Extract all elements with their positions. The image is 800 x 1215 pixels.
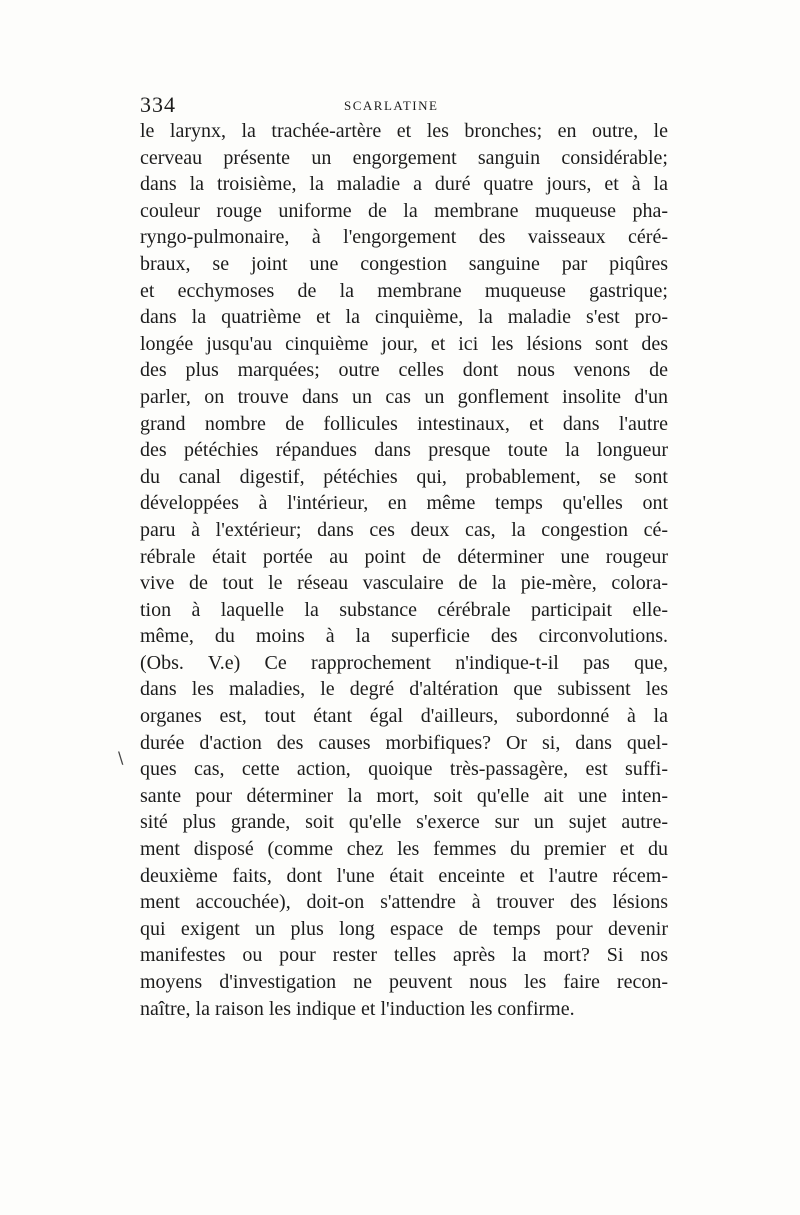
body-text (140, 118, 668, 1022)
text-line: vive de tout le réseau vasculaire de la pie-mère, colora- (140, 572, 668, 595)
text-line: dans les maladies, le degré d'altération que subissent les (140, 678, 668, 701)
text-line: des pétéchies répandues dans presque toute la longueur (140, 439, 668, 462)
text-line: et ecchymoses de la membrane muqueuse gastrique; (140, 279, 668, 302)
text-line: sité plus grande, soit qu'elle s'exerce sur un sujet autre- (140, 811, 668, 834)
text-line: rébrale était portée au point de déterminer une rougeur (140, 545, 668, 568)
text-line: développées à l'intérieur, en même temps qu'elles ont (140, 492, 668, 515)
text-line: manifestes ou pour rester telles après la mort? Si nos (140, 944, 668, 967)
text-line: cerveau présente un engorgement sanguin considérable; (140, 146, 668, 169)
page-number: 334 (140, 92, 176, 117)
text-line: dans la quatrième et la cinquième, la maladie s'est pro- (140, 306, 668, 329)
text-line: du canal digestif, pétéchies qui, probablement, se sont (140, 465, 668, 488)
text-line: tion à laquelle la substance cérébrale participait elle- (140, 598, 668, 621)
text-line: parler, on trouve dans un cas un gonflement insolite d'un (140, 385, 668, 408)
text-line: braux, se joint une congestion sanguine par piqûres (140, 252, 668, 275)
text-line: ment accouchée), doit-on s'attendre à trouver des lésions (140, 891, 668, 914)
text-line: paru à l'extérieur; dans ces deux cas, la congestion cé- (140, 518, 668, 541)
text-line: des plus marquées; outre celles dont nous venons de (140, 359, 668, 382)
running-title: SCARLATINE (344, 98, 439, 113)
margin-mark: \ (118, 748, 124, 767)
text-line: ryngo-pulmonaire, à l'engorgement des vaisseaux céré- (140, 226, 668, 249)
text-line: couleur rouge uniforme de la membrane muqueuse pha- (140, 199, 668, 222)
text-line: longée jusqu'au cinquième jour, et ici les lésions sont des (140, 332, 668, 355)
text-line: ment disposé (comme chez les femmes du premier et du (140, 838, 668, 861)
text-line: deuxième faits, dont l'une était enceinte et l'autre récem- (140, 864, 668, 887)
text-line: naître, la raison les indique et l'induction les confirme. (140, 997, 575, 1020)
text-line: sante pour déterminer la mort, soit qu'elle ait une inten- (140, 784, 668, 807)
text-line: même, du moins à la superficie des circonvolutions. (140, 625, 668, 648)
text-line: qui exigent un plus long espace de temps pour devenir (140, 917, 668, 940)
text-line: le larynx, la trachée-artère et les bronches; en outre, le (140, 120, 668, 142)
text-line: (Obs. V.e) Ce rapprochement n'indique-t-il pas que, (140, 651, 668, 674)
text-line: durée d'action des causes morbifiques? Or si, dans quel- (140, 731, 668, 754)
text-line: moyens d'investigation ne peuvent nous les faire recon- (140, 971, 668, 993)
text-line: dans la troisième, la maladie a duré quatre jours, et à la (140, 173, 668, 196)
text-line: ques cas, cette action, quoique très-passagère, est suffi- (140, 758, 668, 781)
text-line: grand nombre de follicules intestinaux, et dans l'autre (140, 412, 668, 435)
text-line: organes est, tout étant égal d'ailleurs, subordonné à la (140, 705, 668, 728)
